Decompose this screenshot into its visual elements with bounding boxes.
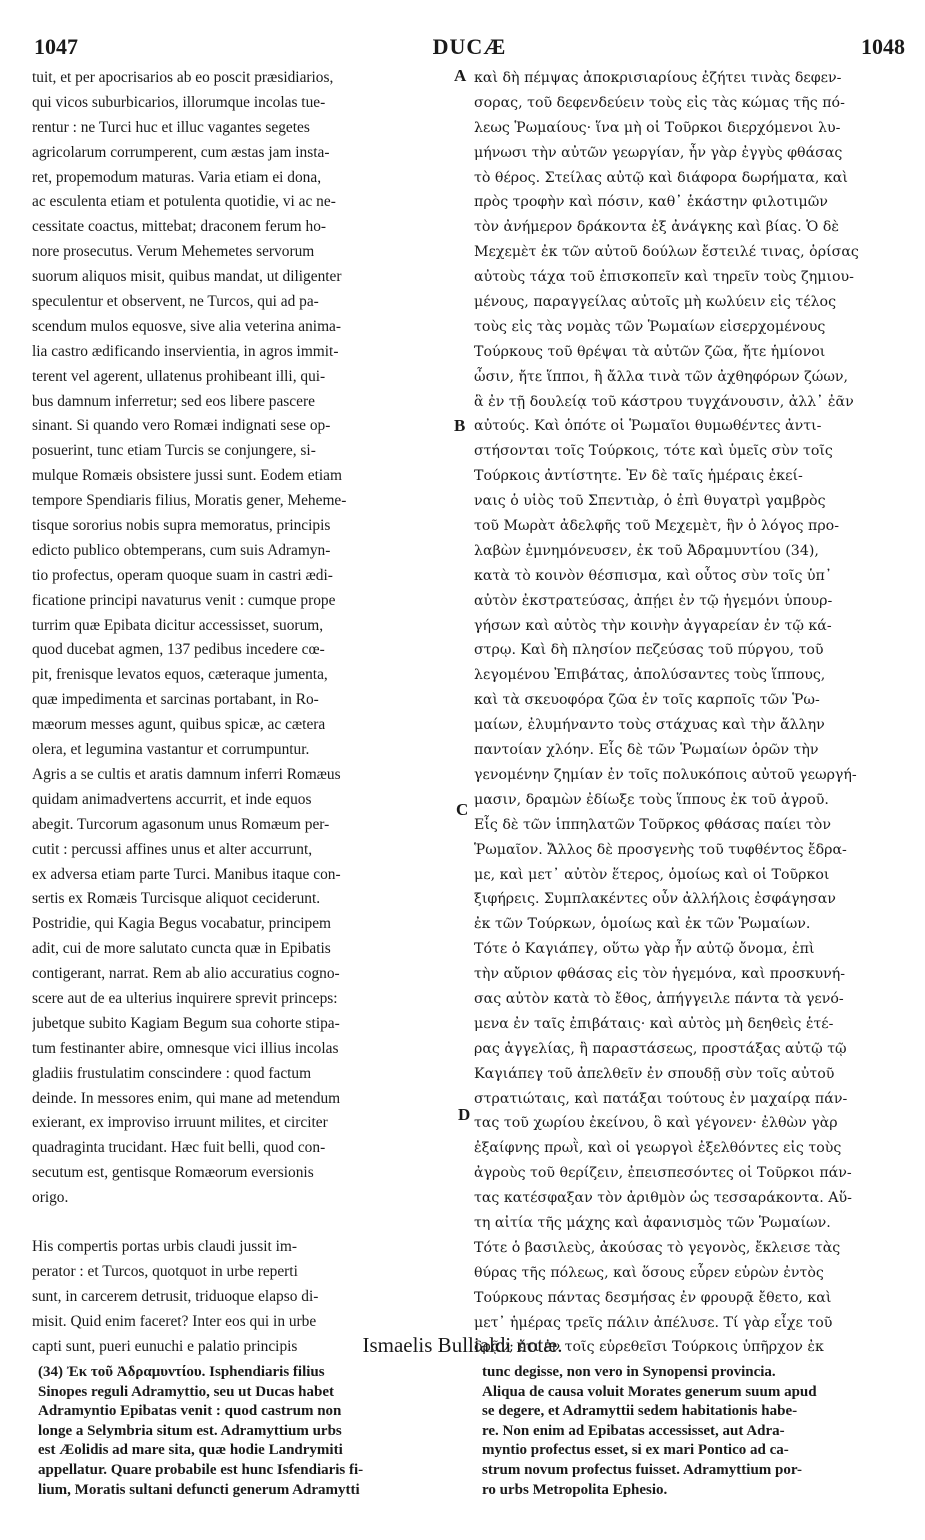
text-line: τοὺς εἰς τὰς νομὰς τῶν Ῥωμαίων εἰσερχομένους xyxy=(474,318,826,335)
text-line: Καγιάπεγ τοῦ ἀπελθεῖν ἐν σπουδῇ σὺν τοῖς αὐτοῦ xyxy=(474,1065,835,1082)
text-line: contigerant, narrat. Rem ab alio accuratius cogno- xyxy=(32,965,340,983)
section-marker-a: A xyxy=(454,66,467,85)
text-line: μενα ἐν ταῖς ἐπιβάταις· καὶ αὐτὸς μὴ δεηθεὶς ἑτέ- xyxy=(474,1015,834,1032)
text-line: (34) Ἐκ τοῦ Ἀδραμυντίου. Isphendiaris filius xyxy=(38,1364,325,1380)
text-line: jubetque subito Kagiam Begum sua cohorte stipa- xyxy=(32,1014,340,1032)
text-line: Adramyntio Epibatas venit : quod castrum non xyxy=(38,1403,342,1420)
text-line: Postridie, qui Kagia Begus vocabatur, principem xyxy=(32,915,332,933)
text-line: quæ impedimenta et sarcinas portabant, in Ro- xyxy=(32,691,319,709)
text-line: ἃ ἐν τῇ δουλείᾳ τοῦ κάστρου τυγχάνουσιν, ἀλλ᾽ ἐᾶν xyxy=(474,393,854,410)
text-line: αὐτούς. Καὶ ὁπότε οἱ Ῥωμαῖοι θυμωθέντες ἀντι- xyxy=(474,418,822,435)
text-line: tunc degisse, non vero in Synopensi provincia. xyxy=(482,1364,776,1380)
greek-column xyxy=(474,66,908,1360)
text-line: sunt, in carcerem detrusit, triduoque elapso di- xyxy=(32,1287,319,1305)
text-line: ὦσιν, ἤτε ἵπποι, ἢ ἄλλα τινὰ τῶν ἀχθηφόρων ζώων, xyxy=(474,368,849,385)
text-line: γενομένην ζημίαν ἐν τοῖς πολυκόποις αὐτοῦ γεωργή- xyxy=(474,766,857,783)
text-line: ἐκ τῶν Τούρκων, ὁμοίως καὶ ἐκ τῶν Ῥωμαίων. xyxy=(474,916,811,933)
latin-paragraph-1 xyxy=(32,66,452,1211)
left-page-number: 1047 xyxy=(34,34,78,59)
text-line: τοῦ Μωρὰτ ἀδελφῆς τοῦ Μεχεμὲτ, ἣν ὁ λόγος προ- xyxy=(474,518,840,535)
right-page-number: 1048 xyxy=(861,34,905,59)
text-line: ναις ὁ υἱὸς τοῦ Σπεντιὰρ, ὁ ἐπὶ θυγατρὶ γαμβρὸς xyxy=(474,493,826,510)
text-line: olera, et legumina vastantur et corrumpuntur. xyxy=(32,741,310,759)
text-line: exierant, ex improviso irruunt milites, et circiter xyxy=(32,1114,328,1132)
text-line: μήνωσι τὴν αὐτῶν γεωργίαν, ἦν γὰρ ἐγγὺς φθάσας xyxy=(474,144,843,161)
text-line: σας αὐτὸν κατὰ τὸ ἔθος, ἀπήγγειλε πάντα τὰ γενό- xyxy=(474,990,844,1007)
text-line: κατὰ τὸ κοινὸν θέσπισμα, καὶ οὗτος σὺν τοῖς ὑπ᾽ xyxy=(474,567,832,584)
text-line: myntio profectus esset, si ex mari Pontico ad ca- xyxy=(482,1442,789,1459)
text-line: τὴν αὔριον φθάσας εἰς τὸν ἡγεμόνα, καὶ προσκυνή- xyxy=(474,966,846,983)
text-line: καὶ τὰ σκευοφόρα ζῶα ἐν τοῖς καρποῖς τῶν Ῥω- xyxy=(474,692,820,709)
text-line: δρᾷν; ἔτι ἐν τοῖς εὑρεθεῖσι Τούρκοις ὑπῆρχον ἐκ xyxy=(474,1339,824,1356)
text-line: capti sunt, pueri eunuchi e palatio principis xyxy=(32,1337,298,1355)
text-line: cessitate coactus, mittebat; draconem ferum ho- xyxy=(32,218,327,236)
text-line: perator : et Turcos, quotquot in urbe reperti xyxy=(32,1262,298,1280)
text-line: mulque Romæis obsistere jussi sunt. Eodem etiam xyxy=(32,467,342,485)
text-line: quidam animadvertens accurrit, et inde equos xyxy=(32,790,312,808)
text-line: lia castro ædificando inservientia, in agros immit- xyxy=(32,342,339,360)
notes-left-column xyxy=(38,1363,460,1500)
text-line: qui vicos suburbicarios, illorumque incolas tue- xyxy=(32,93,326,111)
text-line: λεως Ῥωμαίους· ἵνα μὴ οἱ Τοῦρκοι διερχόμενοι λυ- xyxy=(474,119,841,136)
text-line: misit. Quid enim faceret? Inter eos qui in urbe xyxy=(32,1312,317,1330)
text-line: πρὸς τροφὴν καὶ πόσιν, καθ᾽ ἑκάστην φιλοτιμῶν xyxy=(474,194,828,211)
text-line: est Æolidis ad mare sita, quæ hodie Landrymiti xyxy=(38,1442,343,1459)
text-line: mæorum messes agunt, quibus spicæ, ac cætera xyxy=(32,716,326,734)
text-line: ξιφήρεις. Συμπλακέντες οὖν ἀλλήλοις ἐσφάγησαν xyxy=(474,891,836,908)
text-line: Τούρκους τοῦ θρέψαι τὰ αὐτῶν ζῶα, ἤτε ἡμίονοι xyxy=(474,343,826,360)
text-line: cutit : percussi affines unus et alter accurrunt, xyxy=(32,840,313,858)
text-line: abegit. Turcorum agasonum unus Romæum per- xyxy=(32,815,330,833)
text-line: ex adversa etiam parte Turci. Manibus itaque con- xyxy=(32,865,341,883)
text-line: scendum mulos equosve, sive alia veterina anima- xyxy=(32,317,342,335)
text-line: Τότε ὁ βασιλεὺς, ἀκούσας τὸ γεγονὸς, ἔκλεισε τὰς xyxy=(474,1239,841,1256)
text-line: quadraginta trucidant. Hæc fuit belli, quod con- xyxy=(32,1139,326,1157)
text-line: Εἷς δὲ τῶν ἱππηλατῶν Τοῦρκος φθάσας παίει τὸν xyxy=(474,816,831,833)
text-line: Aliqua de causa voluit Morates generum suum apud xyxy=(482,1383,817,1400)
text-line: αὐτὸν ἐκστρατεύσας, ἀπῄει ἐν τῷ ἡγεμόνι ὑπουρ- xyxy=(474,592,833,609)
text-line: τὸν ἀνήμερον δράκοντα ἐξ ἀνάγκης καὶ βίας. Ὁ δὲ xyxy=(474,219,839,236)
text-line: se degere, et Adramyttii sedem habitationis habe- xyxy=(482,1403,798,1420)
text-line: strum novum profectus fuisset. Adramyttium por- xyxy=(482,1461,802,1478)
text-line: suorum aliquos misit, quibus mandat, ut diligenter xyxy=(32,268,342,286)
text-line: tisque sororius nobis supra memoratus, principis xyxy=(32,517,331,535)
text-line: posuerint, tunc etiam Turcis se conjungere, si- xyxy=(32,442,316,460)
page-header xyxy=(34,34,905,64)
text-line: Sinopes reguli Adramyttio, seu ut Ducas habet xyxy=(38,1383,335,1400)
text-line: appellatur. Quare probabile est hunc Isfendiaris fi- xyxy=(38,1461,364,1478)
text-line: τας κατέσφαξαν τὸν ἀριθμὸν ὡς τεσσαράκοντα. Αὕ- xyxy=(474,1190,852,1207)
text-line: ἐξαίφνης πρωῒ, καὶ οἱ γεωργοὶ ἐξελθόντες εἰς τοὺς xyxy=(474,1140,842,1157)
text-line: tuit, et per apocrisarios ab eo poscit præsidiarios, xyxy=(32,69,334,86)
text-line: adit, cui de more salutato cuncta quæ in Epibatis xyxy=(32,940,331,958)
text-line: στήσονται τοῖς Τούρκοις, τότε καὶ ὑμεῖς σὺν τοῖς xyxy=(474,443,833,460)
text-line: rentur : ne Turci huc et illuc vagantes segetes xyxy=(32,118,310,136)
text-line: quod ducebat agmen, 137 pedibus incedere cœ- xyxy=(32,641,325,659)
text-line: αὐτοὺς τάχα τοῦ ἐπισκοπεῖν καὶ τηρεῖν τοὺς ζημιου- xyxy=(474,269,854,286)
text-line: Τούρκοις ἀντίστητε. Ἐν δὲ ταῖς ἡμέραις ἐκεί- xyxy=(474,468,803,485)
notes-right-column xyxy=(482,1363,908,1500)
text-line: lium, Moratis sultani defuncti generum Adramytti xyxy=(38,1481,360,1498)
text-line: turrim quæ Epibata dicitur accessisset, suorum, xyxy=(32,616,324,634)
text-line: τας τοῦ χωρίου ἐκείνου, ὃ καὶ γέγονεν· ἐλθὼν γὰρ xyxy=(474,1115,838,1132)
text-line: Τούρκους πάντας δεσμήσας ἐν φρουρᾷ ἔθετο, καὶ xyxy=(474,1289,832,1306)
text-line: ἀγροὺς τοῦ θερίζειν, ἐπεισπεσόντες οἱ Τοῦρκοι πάν- xyxy=(474,1165,852,1182)
text-line: sertis ex Romæis Turcisque aliquot ceciderunt. xyxy=(32,890,321,908)
greek-paragraph-1 xyxy=(474,66,908,1236)
text-line: με, καὶ μετ᾽ αὐτὸν ἕτερος, ὁμοίως καὶ οἱ Τοῦρκοι xyxy=(474,866,830,883)
text-line: μαίων, ἐλυμήναντο τοὺς στάχυας καὶ τὴν ἄλλην xyxy=(474,717,825,734)
text-line: Τότε ὁ Καγιάπεγ, οὕτω γὰρ ἦν αὐτῷ ὄνομα, ἐπὶ xyxy=(474,941,815,958)
text-line: καὶ δὴ πέμψας ἀποκρισιαρίους ἐζήτει τινὰς δεφεν- xyxy=(474,70,842,86)
text-line: pit, frenisque levatos equos, cæteraque jumenta, xyxy=(32,666,328,684)
text-line: gladiis frustulatim conscindere : quod factum xyxy=(32,1064,312,1082)
text-line: Ῥωμαῖον. Ἄλλος δὲ προσγενὴς τοῦ τυφθέντος ἔδρα- xyxy=(474,841,847,858)
text-line: τὸ θέρος. Στείλας αὐτῷ καὶ διάφορα δωρήματα, καὶ xyxy=(474,169,848,186)
text-line: λεγομένου Ἐπιβάτας, ἀπολύσαντες τοὺς ἵππους, xyxy=(474,667,826,684)
text-line: scere aut de ea ulterius inquirere sprevit princeps: xyxy=(32,989,338,1007)
text-line: ficatione principi navaturus venit : cumque prope xyxy=(32,591,336,609)
text-line: ret, propemodum maturas. Varia etiam ei dona, xyxy=(32,168,322,186)
text-line: σορας, τοῦ δεφενδεύειν τοὺς εἰς τὰς κώμας τῆς πό- xyxy=(474,94,845,111)
text-line: γήσων καὶ αὐτὸς τὴν κοινὴν ἀγγαρείαν ἐν τῷ κά- xyxy=(474,617,832,634)
text-line: λαβὼν ἐμνημόνευσεν, ἐκ τοῦ Ἀδραμυντίου (34), xyxy=(474,542,819,559)
text-line: origo. xyxy=(32,1189,69,1207)
text-line: edicto publico obtemperans, cum suis Adramyn- xyxy=(32,541,331,559)
text-line: μασιν, δραμὼν ἐδίωξε τοὺς ἵππους ἐκ τοῦ ἀγροῦ. xyxy=(474,791,829,808)
latin-column xyxy=(32,66,452,1359)
text-line: agricolarum corrumperent, cum æstas jam insta- xyxy=(32,143,330,161)
text-line: sinant. Si quando vero Romæi indignati sese op- xyxy=(32,417,331,435)
text-line: μένους, παραγγείλας αὐτοῖς μὴ κωλύειν εἰς τέλος xyxy=(474,294,837,311)
text-line: παντοίαν χλόην. Εἷς δὲ τῶν Ῥωμαίων ὁρῶν τὴν xyxy=(474,742,819,759)
text-line: στρῳ. Καὶ δὴ πλησίον πεζεύσας τοῦ πύργου, τοῦ xyxy=(474,642,824,659)
text-line: speculentur et observent, ne Turcos, qui ad pa- xyxy=(32,293,319,311)
text-line: ρας ἀγγελίας, ἢ παραστάσεως, προστάξας αὐτῷ τῷ xyxy=(474,1040,847,1057)
text-line: terent vel agerent, ullatenus prohibeant illi, qui- xyxy=(32,367,326,385)
text-line: bus damnum inferretur; sed eos libere pascere xyxy=(32,392,315,410)
text-line: Agris a se cultis et aratis damnum inferri Romæus xyxy=(32,765,341,783)
section-marker-c: C xyxy=(456,800,469,819)
running-title: DUCÆ xyxy=(432,34,507,59)
text-line: Μεχεμὲτ ἐκ τῶν αὐτοῦ δούλων ἔστειλέ τινας, ὁρίσας xyxy=(474,244,859,261)
text-line: θύρας τῆς πόλεως, καὶ ὅσους εὗρεν εὑρὼν ἐντὸς xyxy=(474,1264,824,1281)
text-line: στρατιώταις, καὶ πατάξαι τούτους ἐν μαχαίρᾳ πάν- xyxy=(474,1090,848,1107)
text-line: His compertis portas urbis claudi jussit im- xyxy=(32,1237,298,1255)
notes-title: Ismaelis Bullialdi notæ. xyxy=(362,1333,563,1357)
text-line: tum festinanter abire, omnesque vici illius incolas xyxy=(32,1039,339,1057)
text-line: μετ᾽ ἡμέρας τρεῖς πάλιν ἀπέλυσε. Τί γὰρ εἶχε τοῦ xyxy=(474,1314,833,1331)
section-marker-b: B xyxy=(454,416,466,435)
text-line: deinde. In messores enim, qui mane ad metendum xyxy=(32,1089,341,1107)
text-line: nore prosecutus. Verum Mehemetes servorum xyxy=(32,243,315,261)
section-marker-d: D xyxy=(458,1105,471,1124)
text-line: τη αἰτία τῆς μάχης καὶ ἀφανισμὸς τῶν Ῥωμαίων. xyxy=(474,1214,831,1231)
text-line: longe a Selymbria situm est. Adramyttium urbs xyxy=(38,1422,342,1439)
text-line: ac esculenta etiam et potulenta quotidie, vi ac ne- xyxy=(32,193,336,211)
text-line: tio profectus, operam quoque suam in castri ædi- xyxy=(32,566,333,584)
text-line: ro urbs Metropolita Ephesio. xyxy=(482,1481,668,1498)
text-line: secutum est, gentisque Romæorum eversionis xyxy=(32,1164,314,1182)
text-line: tempore Spendiaris filius, Moratis gener, Meheme- xyxy=(32,492,347,510)
text-line: re. Non enim ad Epibatas accessisset, aut Adra- xyxy=(482,1422,785,1439)
